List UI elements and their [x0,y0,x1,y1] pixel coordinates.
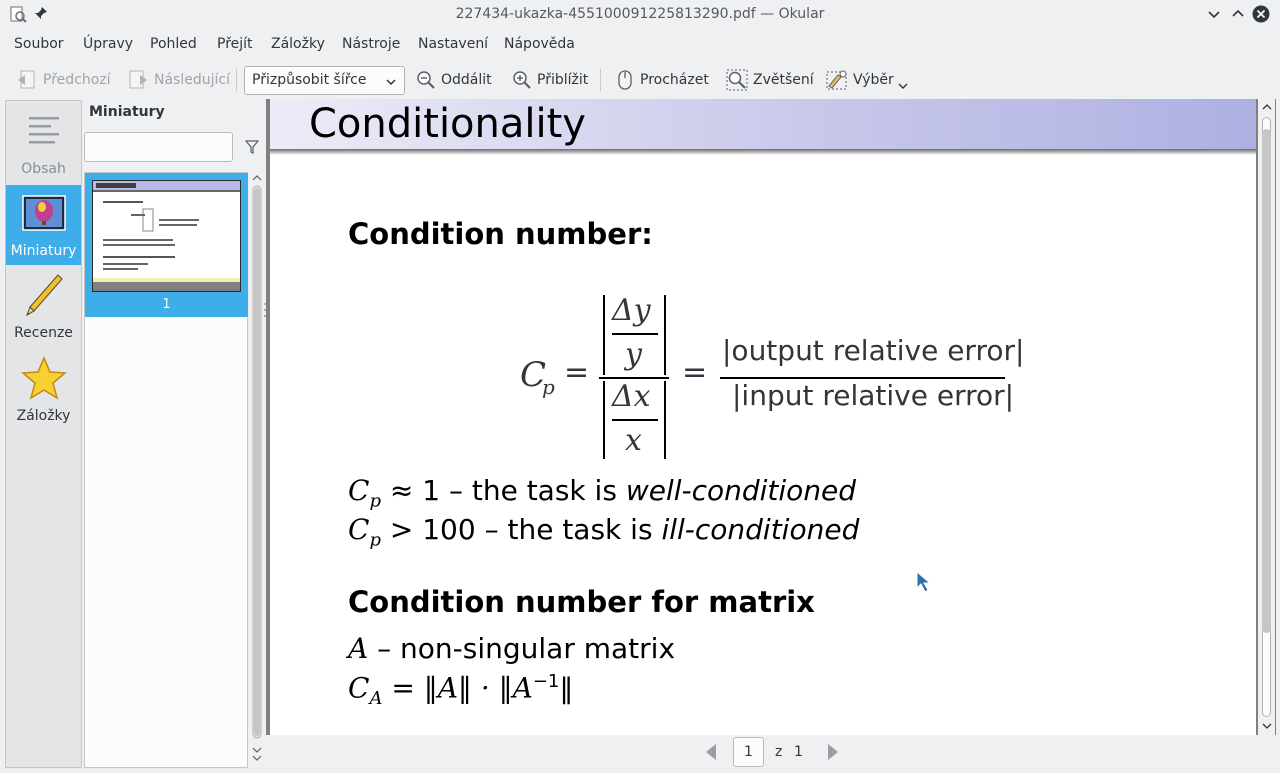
abs-ratio-numerator-bar-left [603,295,605,375]
menu-tools[interactable]: Nástroje [342,36,401,52]
title-bar [0,0,1280,29]
zoom-in-icon [512,70,532,90]
browse-tool-button[interactable] [615,65,709,95]
page-of-label: z [775,744,783,760]
menu-bar [0,30,1280,58]
condition-number-formula [520,293,1025,463]
formula-output-relative-error: |output relative error| [722,334,1025,367]
next-page-button[interactable] [127,65,230,95]
ca-symbol: C [348,671,370,705]
document-view[interactable] [266,99,1276,735]
menu-settings[interactable]: Nastavení [418,36,489,52]
heading-condition-number: Condition number: [348,217,653,251]
emphasis-text: well-conditioned [625,474,857,507]
heading-condition-number-matrix: Condition number for matrix [348,585,815,619]
ill-conditioned-line [348,513,859,551]
pencil-icon [24,273,64,319]
inverse-superscript: −1 [532,671,560,692]
minimize-icon[interactable] [1205,5,1223,23]
sidebar-item-bookmarks[interactable] [6,350,81,430]
abs-ratio-numerator-bar-right [664,295,666,375]
thumbnail-item[interactable] [85,173,248,317]
panel-title: Miniatury [89,104,165,120]
next-icon [127,69,149,91]
browse-label: Procházet [640,72,709,88]
mouse-cursor-icon [916,571,932,593]
matrix-condition-formula [348,671,573,709]
total-pages: 1 [794,744,803,760]
zoom-in-button[interactable] [512,65,588,95]
formula-equals: = [564,355,590,390]
document-scrollbar[interactable] [1258,99,1275,735]
zoom-out-button[interactable] [416,65,492,95]
slide-thumbnail-image [93,181,240,291]
zoom-mode-value: Přizpůsobit šířce [252,72,367,88]
table-of-contents-icon [27,113,61,149]
menu-file[interactable]: Soubor [14,36,64,52]
magnify-label: Zvětšení [753,72,814,88]
pdf-page [270,99,1256,735]
selection-tool-content[interactable] [826,65,913,95]
formula-x: x [625,423,642,458]
menu-go[interactable]: Přejít [217,36,253,52]
page-number-input[interactable]: 1 [733,737,764,767]
sidebar-item-thumbnails[interactable] [6,185,81,265]
sidebar-item-label: Záložky [16,408,71,424]
ca-subscript: A [369,687,383,709]
magnifier-icon [726,69,748,91]
side-panel-selector [5,100,82,768]
abs-ratio-denominator-bar-right [664,381,666,459]
emphasis-text: ill-conditioned [661,513,860,546]
close-icon[interactable] [1252,5,1270,23]
scroll-up-icon[interactable] [1261,102,1273,112]
formula-y: y [625,337,642,372]
thumbnails-panel [84,100,264,770]
frame-title-shadow [270,149,1256,155]
line-text: – non-singular matrix [368,632,676,665]
chevron-down-icon [386,78,396,86]
zoom-out-icon [416,70,436,90]
formula-lhs: C [520,355,547,395]
previous-icon [16,69,38,91]
matrix-symbol: A [348,632,369,665]
thumbnail-scrollbar[interactable] [251,172,263,768]
previous-page-arrow-icon[interactable] [704,743,718,761]
previous-page-button[interactable] [16,65,111,95]
sidebar-item-contents[interactable] [6,103,81,183]
abs-ratio-denominator-bar-left [603,381,605,459]
window-title: 227434-ukazka-455100091225813290.pdf — Okular [455,6,825,22]
sidebar-item-label: Obsah [21,161,66,177]
cp-subscript: p [369,529,381,551]
cp-subscript: p [369,490,381,512]
selection-label: Výběr [853,72,894,88]
slide-frame-title: Conditionality [309,101,586,147]
sidebar-item-label: Recenze [14,325,73,341]
cp-symbol: C [348,513,370,546]
zoom-in-label: Přiblížit [537,72,589,88]
norm-close: ‖ [559,671,574,705]
line-text: – the task is [484,513,662,546]
formula-delta-y: Δy [612,293,651,328]
thumbnails-icon [22,195,66,231]
cp-symbol: C [348,474,370,507]
line-text: – the task is [448,474,626,507]
page-navigation-bar [266,735,1276,771]
menu-bookmarks[interactable]: Záložky [271,36,325,52]
menu-view[interactable]: Pohled [150,36,197,52]
chevron-down-icon[interactable] [898,82,908,90]
menu-help[interactable]: Nápověda [504,36,575,52]
thumbnail-search-input[interactable] [84,132,233,162]
previous-label: Předchozí [43,72,111,88]
relation: > 100 [380,513,485,546]
magnify-tool-button[interactable] [726,65,814,95]
selection-icon [826,69,848,91]
sidebar-item-label: Miniatury [10,243,77,259]
inner-fraction-line-x [612,419,658,421]
thumbnail-preview [92,180,241,292]
scroll-down-icon[interactable] [1261,721,1273,731]
zoom-out-label: Oddálit [441,72,492,88]
maximize-icon[interactable] [1229,5,1247,23]
filter-icon[interactable] [245,140,259,154]
menu-edit[interactable]: Úpravy [83,36,134,52]
main-toolbar [0,61,1280,99]
thumbnail-list[interactable] [84,172,248,768]
scrollbar-handle[interactable] [1262,129,1271,633]
formula-input-relative-error: |input relative error| [732,379,1015,412]
next-label: Následující [154,72,230,88]
slide-frame-title-bar [270,99,1256,149]
well-conditioned-line [348,474,856,512]
toolbar-separator [600,69,601,91]
thumbnail-page-number: 1 [162,297,171,312]
formula-lhs-subscript: p [542,375,555,399]
sidebar-item-reviews[interactable] [6,267,81,347]
toolbar-separator [236,69,237,91]
inner-fraction-line-y [612,333,658,335]
next-page-arrow-icon[interactable] [826,743,840,761]
formula-equals-2: = [682,355,708,390]
formula-delta-x: Δx [612,379,651,414]
zoom-mode-select[interactable] [244,66,405,95]
norm-expression: = ‖A‖ · ‖A [382,671,533,705]
star-icon [21,356,67,400]
non-singular-line [348,632,675,665]
mouse-icon [615,69,635,91]
relation: ≈ 1 [380,474,449,507]
